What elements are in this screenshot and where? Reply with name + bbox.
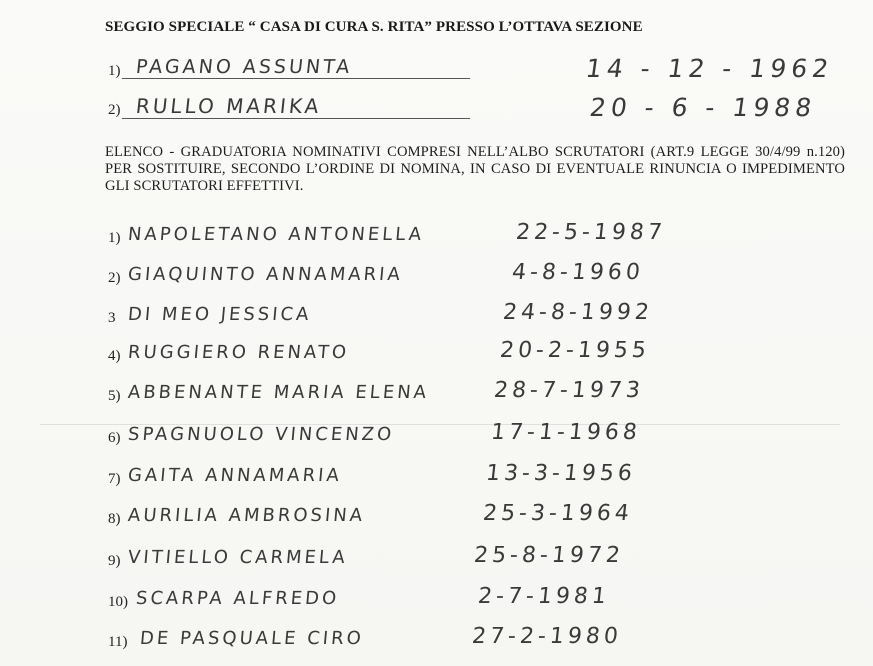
row-number: 1)	[108, 230, 121, 246]
underline	[122, 118, 470, 119]
row-number: 7)	[108, 471, 121, 487]
effective-name: RULLO MARIKA	[134, 94, 323, 118]
substitute-date: 25-8-1972	[472, 543, 626, 568]
substitute-row	[108, 220, 828, 256]
row-number: 2)	[108, 102, 121, 118]
substitute-row	[108, 501, 828, 537]
effective-row	[108, 93, 828, 128]
row-number: 5)	[108, 388, 121, 404]
substitute-row	[108, 300, 828, 336]
substitute-date: 22-5-1987	[514, 220, 668, 245]
underline	[122, 78, 470, 79]
effective-date: 20 - 6 - 1988	[587, 93, 819, 122]
effective-row	[108, 54, 836, 88]
row-number: 6)	[108, 430, 121, 446]
effective-date: 14 - 12 - 1962	[583, 54, 836, 83]
row-number: 2)	[108, 270, 121, 286]
substitute-date: 27-2-1980	[470, 624, 624, 649]
substitute-date: 13-3-1956	[484, 461, 638, 486]
row-number: 1)	[108, 63, 121, 79]
substitute-row	[108, 543, 828, 579]
row-number: 4)	[108, 348, 121, 364]
row-number: 3	[108, 310, 116, 326]
substitute-name: AURILIA AMBROSINA	[127, 505, 366, 526]
instruction-paragraph: ELENCO - GRADUATORIA NOMINATIVI COMPRESI NELL’ALBO SCRUTATORI (ART.9 LEGGE 30/4/99 n.120) PER SOSTITUIRE, SECONDO L’ORDINE DI NOMINA, IN CASO DI EVENTUALE RINUNCIA O IMPEDIMENTO GLI SCRUTATORI EFFETTIVI.	[105, 144, 845, 194]
substitute-date: 28-7-1973	[492, 378, 646, 403]
substitute-name: ABBENANTE MARIA ELENA	[127, 382, 430, 403]
substitute-name: DE PASQUALE CIRO	[139, 628, 365, 649]
row-number: 9)	[108, 553, 121, 569]
substitute-name: RUGGIERO RENATO	[127, 342, 351, 363]
substitute-name: VITIELLO CARMELA	[127, 547, 349, 568]
substitute-date: 4-8-1960	[510, 260, 646, 285]
row-number: 10)	[108, 594, 128, 610]
substitute-row	[108, 584, 828, 620]
substitute-date: 2-7-1981	[476, 584, 612, 609]
substitute-date: 25-3-1964	[481, 501, 635, 526]
substitute-name: GAITA ANNAMARIA	[127, 465, 343, 486]
substitute-row	[108, 624, 828, 660]
substitute-date: 17-1-1968	[489, 420, 643, 445]
document-header: SEGGIO SPECIALE “ CASA DI CURA S. RITA” PRESSO L’OTTAVA SEZIONE	[105, 19, 643, 35]
substitute-row	[108, 461, 828, 497]
substitute-name: DI MEO JESSICA	[127, 304, 313, 325]
substitute-name: SPAGNUOLO VINCENZO	[127, 424, 396, 445]
row-number: 8)	[108, 511, 121, 527]
substitute-row	[108, 378, 828, 414]
substitute-date: 20-2-1955	[498, 338, 652, 363]
substitute-name: GIAQUINTO ANNAMARIA	[127, 264, 404, 285]
row-number: 11)	[108, 634, 128, 650]
substitute-row	[108, 338, 828, 374]
substitute-row	[108, 420, 828, 456]
substitute-row	[108, 260, 828, 296]
substitute-date: 24-8-1992	[501, 300, 655, 325]
substitute-name: SCARPA ALFREDO	[135, 588, 341, 609]
effective-name: PAGANO ASSUNTA	[134, 56, 354, 78]
substitute-name: NAPOLETANO ANTONELLA	[127, 224, 425, 245]
